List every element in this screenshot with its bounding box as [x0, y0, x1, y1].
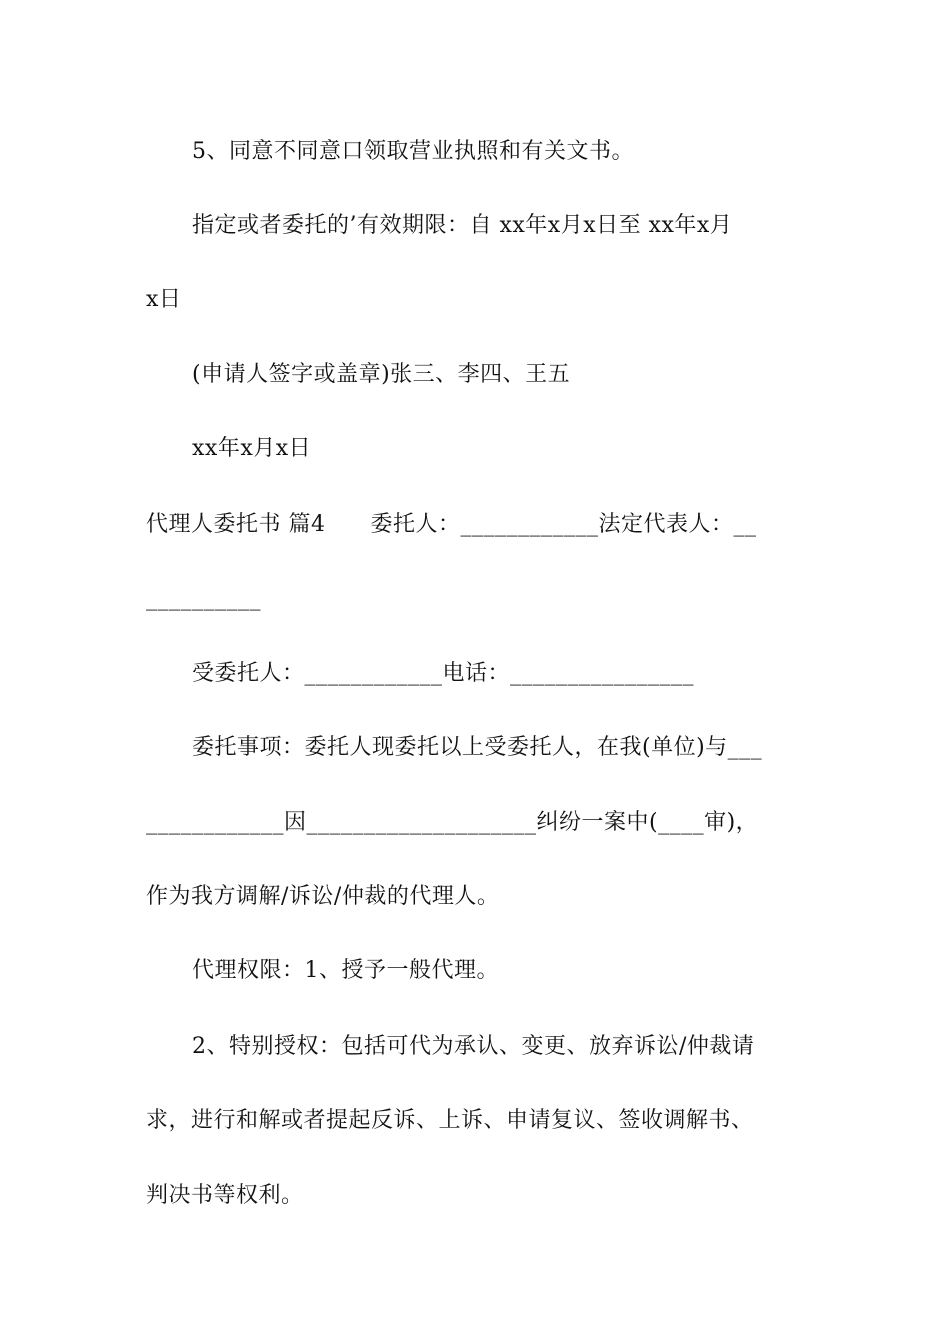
text-line-validity-period-cont: x日 — [146, 287, 182, 312]
text-line-consent-license: 5、同意不同意口领取营业执照和有关文书。 — [192, 139, 634, 164]
text-line-signatures: (申请人签字或盖章)张三、李四、王五 — [192, 362, 571, 387]
text-line-authority-special: 2、特别授权：包括可代为承认、变更、放弃诉讼/仲裁请 — [192, 1034, 755, 1059]
text-line-date: xx年x月x日 — [192, 436, 312, 461]
text-line-authority-special-end: 判决书等权利。 — [146, 1183, 304, 1208]
text-line-agent-phone: 受委托人：____________电话：________________ — [192, 661, 695, 686]
text-line-authority-special-cont: 求，进行和解或者提起反诉、上诉、申请复议、签收调解书、 — [146, 1108, 754, 1133]
text-line-validity-period: 指定或者委托的’有效期限：自 xx年x月x日至 xx年x月 — [192, 213, 733, 238]
text-line-dispute-case: ____________因____________________纠纷一案中(____审)， — [146, 810, 759, 835]
text-line-entrusted-matter: 委托事项：委托人现委托以上受委托人，在我(单位)与___ — [192, 735, 763, 760]
text-line-authority-general: 代理权限：1、授予一般代理。 — [192, 958, 499, 983]
text-line-legal-rep-blank: __________ — [146, 586, 261, 611]
text-line-section-heading: 代理人委托书 篇4 委托人：____________法定代表人：__ — [146, 512, 757, 537]
text-line-agent-role: 作为我方调解/诉讼/仲裁的代理人。 — [146, 884, 500, 909]
